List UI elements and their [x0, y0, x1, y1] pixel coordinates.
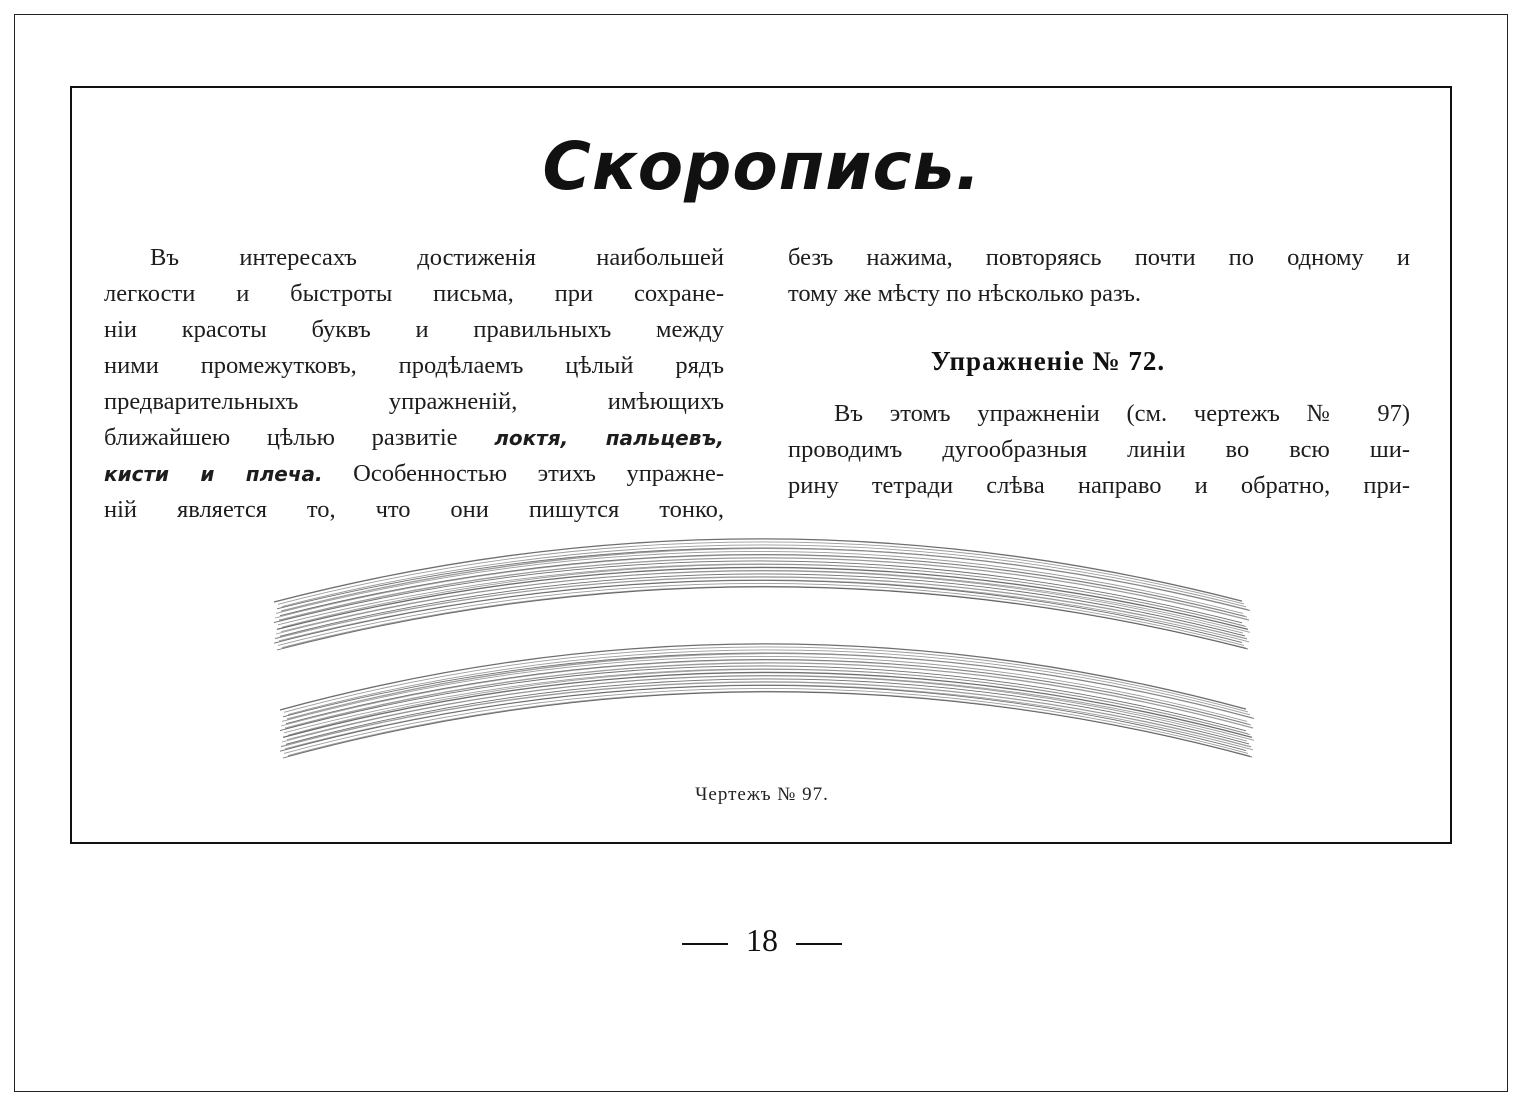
text-line: рину тетради слѣва направо и обратно, при- — [788, 472, 1410, 499]
text-line — [104, 420, 724, 456]
left-text-column — [104, 240, 724, 528]
text-line: Въ этомъ упражненіи (см. чертежъ № 97) — [834, 400, 1410, 427]
emphasis-text: кисти и плеча. — [104, 462, 323, 486]
dash-left — [682, 943, 728, 945]
text-line: проводимъ дугообразныя линіи во всю ши- — [788, 436, 1410, 463]
text-line: безъ нажима, повторяясь почти по одному и — [788, 244, 1410, 271]
right-text-column-2 — [788, 396, 1410, 504]
arc-stroke — [278, 583, 1244, 645]
text-line: ній является то, что они пишутся тонко, — [104, 496, 724, 523]
figure-caption: Чертежъ № 97. — [695, 784, 829, 805]
page-number-text: 18 — [746, 922, 778, 958]
upper-arc-strokes — [274, 539, 1250, 650]
text-line: ними промежутковъ, продѣлаемъ цѣлый рядъ — [104, 352, 724, 379]
text-line: тому же мѣсту по нѣсколько разъ. — [788, 280, 1142, 307]
text-line: ніи красоты буквъ и правильныхъ между — [104, 316, 724, 343]
text-line: предварительныхъ упражненій, имѣющихъ — [104, 388, 724, 415]
text-line — [104, 456, 724, 492]
dash-right — [796, 943, 842, 945]
page-title: Скоропись. — [542, 128, 982, 205]
right-text-column — [788, 240, 1410, 312]
lower-arc-strokes — [280, 644, 1254, 758]
text-line: легкости и быстроты письма, при сохране- — [104, 280, 724, 307]
exercise-heading: Упражненіе № 72. — [930, 346, 1166, 376]
arc-lines-drawing — [270, 530, 1260, 770]
text-span: ближайшею цѣлью развитіе — [104, 424, 495, 451]
text-line: Въ интересахъ достиженія наибольшей — [150, 244, 724, 271]
arc-stroke — [279, 580, 1249, 642]
page-number — [0, 922, 1524, 959]
arc-stroke — [280, 685, 1246, 751]
text-span: Особенностью этихъ упражне- — [322, 460, 725, 487]
emphasis-text: локтя, пальцевъ, — [494, 426, 724, 450]
